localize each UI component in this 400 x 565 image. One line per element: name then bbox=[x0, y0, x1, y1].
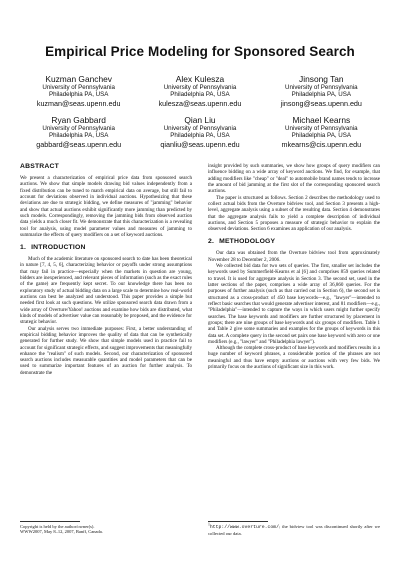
abstract-heading: ABSTRACT bbox=[20, 163, 59, 170]
section-number: 2. bbox=[208, 238, 215, 246]
author-affiliation: University of Pennsylvania bbox=[42, 84, 115, 91]
body-paragraph: The paper is structured as follows. Section 2 describes the methodology used to collect actual bids from the Overture bidview tool, and Section 3 presents a high-level, aggregate analysis using a subset of the resulting data. Section 4 demonstrates that the aggregate analysis fails to yield a complete description of individual auctions, and Section 5 proposes a measure of strategic behavior to explain the observed deviations. Section 6 examines an application of our analysis. bbox=[208, 194, 380, 233]
author-entry bbox=[261, 115, 382, 149]
author-name: Michael Kearns bbox=[292, 114, 351, 125]
author-location: Philadelphia PA, USA bbox=[48, 132, 109, 140]
author-location: Philadelphia PA, USA bbox=[48, 91, 109, 99]
body-paragraph: We collected bid data for two sets of queries. The first, smaller set includes the keywords used by Summerfield-Kearns et al [6] and comprises 859 queries related to travel. It is used for aggregate analysis in Section 3. The second set, used in the latter sections of the paper, comprises a wide array of 36,860 queries. For the purposes of further analysis (such as that carried out in Section 6), the second set is structured as a cross-product of 450 base keywords—e.g., "lawyer"—intended to reflect basic searches that would generate advertiser interest, and 81 modifiers—e.g., "Philadelphia"—intended to capture the ways in which users might further specify searches. The base keywords and modifiers are further structured by placement in groups; there are nine groups of base keywords and six groups of modifiers. Table 1 and Table 2 give some summaries and examples for the groups of keywords in this data set. A complete query in the second set pairs one base keyword with zero or one modifiers (e.g., "lawyer" and "Philadelphia lawyer"). bbox=[208, 263, 380, 345]
author-email[interactable]: kulesza@seas.upenn.edu bbox=[158, 98, 242, 108]
body-paragraph: Our analysis serves two immediate purposes: First, a better understanding of empirical bidding behavior improves the quality of data that can be synthetically generated for further study. We show that simple models used in practice fail to account for significant strategic effects, and suggest improvements that meaningfully enhance the "realism" of such models. Second, our characterization of sponsored search auctions includes measurable quantities and model parameters that can be used to summarize important features of an auction for further analysis. To demonstrate the bbox=[20, 325, 192, 376]
author-name: Alex Kulesza bbox=[175, 74, 225, 84]
conference-line: WWW2007, May 8–12, 2007, Banff, Canada. bbox=[20, 529, 103, 535]
abstract-text: We present a characterization of empirical price data from sponsored search auctions. We show that simple models drawing bid values independently from a fixed distribution can be tuned to match empirical data on average, but still fail to account for deviations observed in individual auctions. Hypothesizing that these deviations are due to strategic bidding, we define measures of "jamming" behavior and show that actual auctions exhibit significantly more jamming than predicted by such models. Correspondingly, removing the jamming bids from observed auction data yields a much closer fit. We demonstrate that this characterization is a revealing tool for analysis, using model parameter values and measures of jamming to summarize the effects of query modifiers on a set of keyword auctions. bbox=[20, 175, 192, 238]
author-name: Kuzman Ganchev bbox=[45, 74, 112, 84]
footnote-text: ; the bidview tool was discontinued shortly after we collected our data. bbox=[208, 524, 380, 536]
author-entry bbox=[18, 74, 139, 108]
section-title: INTRODUCTION bbox=[31, 244, 86, 252]
section-heading bbox=[20, 244, 192, 252]
author-email[interactable]: gabbard@seas.upenn.edu bbox=[36, 139, 122, 149]
copyright-line: Copyright is held by the author/owner(s). bbox=[20, 524, 95, 529]
author-location: Philadelphia PA, USA bbox=[291, 132, 352, 140]
section-number: 1. bbox=[20, 244, 27, 252]
left-column bbox=[20, 163, 192, 376]
body-paragraph: Although the complete cross-product of base keywords and modifiers results in a huge number of keyword phrases, a considerable portion of the phrases are not meaningful and thus have empty auctions or auctions with very few bids. We primarily focus on the auctions of significant size in this work. bbox=[208, 345, 380, 371]
author-email[interactable]: kuzman@seas.upenn.edu bbox=[36, 98, 121, 108]
copyright-notice bbox=[20, 521, 192, 535]
footnote-url[interactable]: http://www.overture.com/ bbox=[209, 525, 279, 530]
author-entry bbox=[18, 115, 139, 149]
divider bbox=[20, 521, 80, 522]
author-location: Philadelphia PA, USA bbox=[291, 91, 352, 99]
footnote-mark: 1 bbox=[208, 522, 210, 527]
author-entry bbox=[139, 74, 260, 108]
author-name: Ryan Gabbard bbox=[51, 114, 106, 125]
divider bbox=[208, 521, 268, 522]
author-affiliation: University of Pennsylvania bbox=[163, 84, 237, 91]
author-affiliation: University of Pennsylvania bbox=[285, 124, 358, 132]
paper-title: Empirical Price Modeling for Sponsored Search bbox=[45, 44, 355, 59]
section-heading bbox=[208, 238, 380, 246]
body-paragraph: Much of the academic literature on sponsored search to date has been theoretical in nature [7, 4, 5, 6], characterizing behavior or payoffs under strong assumptions that may fail in practice—especially when the markets in question are young, bidders are inexperienced, and relevant pieces of information (such as the exact rules of the game) are frequently kept secret. To our knowledge there has been no exploratory study of actual bidding data on a large scale to determine how real-world auctions can best be analyzed and understood. This paper provides a simple but needed first look at such questions. We utilize sponsored search data drawn from a wide array of Overture/Yahoo! auctions and examine how bids are distributed, what kinds of models of advertiser value can reasonably be proposed, and the evidence for strategic behavior. bbox=[20, 256, 192, 326]
body-paragraph: insight provided by such summaries, we show how groups of query modifiers can influence bidding on a wide array of keyword auctions. We find, for example, that adding modifiers like "cheap" or "deal" to automobile brand names tends to increase the amount of bid jamming at the first slot of the corresponding sponsored search auctions. bbox=[208, 163, 380, 195]
author-location: Philadelphia PA, USA bbox=[170, 132, 230, 140]
author-email[interactable]: mkearns@cis.upenn.edu bbox=[281, 139, 362, 149]
section-title: METHODOLOGY bbox=[219, 238, 276, 246]
author-email[interactable]: qianliu@seas.upenn.edu bbox=[160, 139, 240, 149]
author-name: Qian Liu bbox=[184, 114, 216, 125]
author-affiliation: University of Pennsylvania bbox=[163, 124, 237, 132]
author-email[interactable]: jinsong@seas.upenn.edu bbox=[280, 98, 362, 108]
author-entry bbox=[261, 74, 382, 108]
author-block bbox=[18, 74, 382, 149]
right-column bbox=[208, 163, 380, 370]
author-affiliation: University of Pennsylvania bbox=[285, 84, 358, 91]
footnote bbox=[208, 521, 380, 536]
author-affiliation: University of Pennsylvania bbox=[42, 124, 115, 132]
author-entry bbox=[139, 115, 260, 149]
author-location: Philadelphia PA, USA bbox=[170, 91, 230, 99]
author-name: Jinsong Tan bbox=[299, 74, 344, 84]
body-paragraph: Our data was obtained from the Overture bidview tool from approximately November 28 to December 2, 2006. bbox=[208, 250, 380, 263]
